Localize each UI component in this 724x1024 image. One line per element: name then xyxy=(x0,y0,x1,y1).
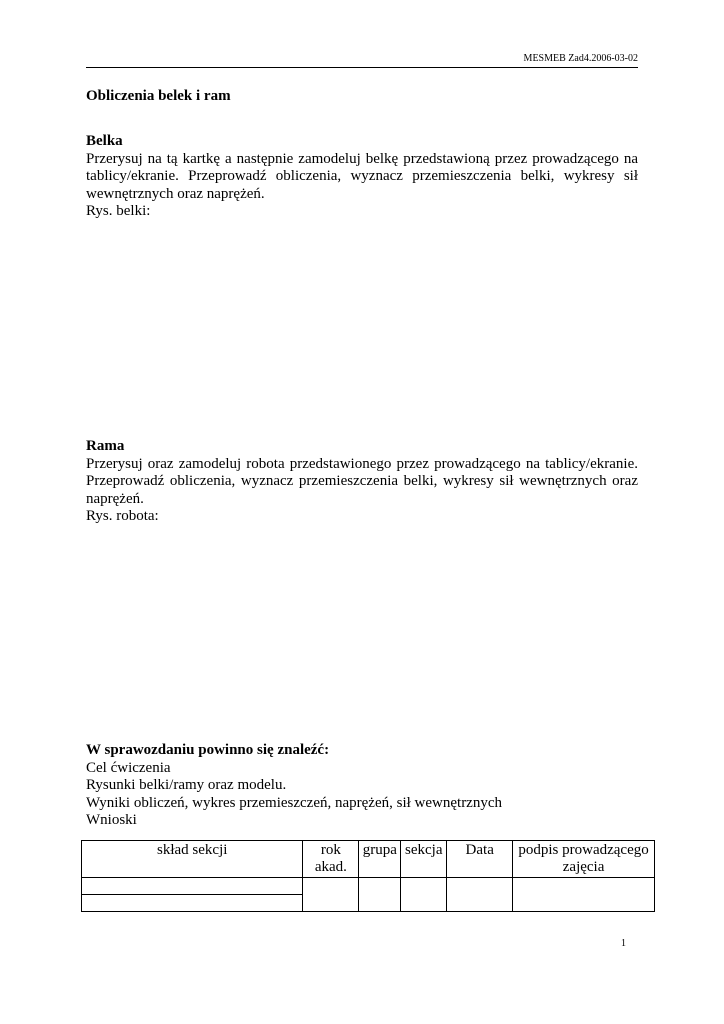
signature-table-row xyxy=(82,878,655,895)
section-cell[interactable] xyxy=(401,878,447,912)
header-grupa: grupa xyxy=(359,841,401,878)
header-data: Data xyxy=(447,841,513,878)
signature-table-header-row xyxy=(82,841,655,878)
header-divider xyxy=(86,67,638,68)
section-report-requirements xyxy=(86,742,638,830)
report-heading: W sprawozdaniu powinno się znaleźć: xyxy=(86,742,330,758)
document-code: MESMEB Zad4.2006-03-02 xyxy=(523,53,638,64)
header-rok-akad: rok akad. xyxy=(303,841,359,878)
section-rama-heading: Rama xyxy=(86,438,125,454)
group-cell[interactable] xyxy=(359,878,401,912)
signature-cell[interactable] xyxy=(513,878,655,912)
rama-figure-label: Rys. robota: xyxy=(86,508,159,524)
signature-table xyxy=(81,840,655,912)
report-item: Wyniki obliczeń, wykres przemieszczeń, naprężeń, sił wewnętrznych xyxy=(86,794,503,811)
report-items-list xyxy=(86,760,638,830)
report-item: Rysunki belki/ramy oraz modelu. xyxy=(86,777,287,793)
date-cell[interactable] xyxy=(447,878,513,912)
section-belka-heading: Belka xyxy=(86,133,123,149)
year-cell[interactable] xyxy=(303,878,359,912)
belka-figure-label: Rys. belki: xyxy=(86,203,151,219)
member-name-cell[interactable] xyxy=(82,895,303,912)
report-item: Wnioski xyxy=(86,812,137,828)
header-sklad-sekcji: skład sekcji xyxy=(82,841,303,878)
header-podpis: podpis prowadzącego zajęcia xyxy=(513,841,655,878)
section-belka-body: Przerysuj na tą kartkę a następnie zamodeluj belkę przedstawioną przez prowadzącego na tablicy/ekranie. Przeprowadź obliczenia, wyznacz przemieszczenia belki, wykresy sił wewnętrznych oraz naprężeń. xyxy=(86,150,638,202)
member-name-cell[interactable] xyxy=(82,878,303,895)
report-item: Cel ćwiczenia xyxy=(86,759,171,776)
header-sekcja: sekcja xyxy=(401,841,447,878)
section-rama xyxy=(86,438,638,526)
section-belka xyxy=(86,133,638,221)
document-title: Obliczenia belek i ram xyxy=(86,88,231,104)
page-number: 1 xyxy=(621,938,626,949)
section-rama-body: Przerysuj oraz zamodeluj robota przedstawionego przez prowadzącego na tablicy/ekranie. Przeprowadź obliczenia, wyznacz przemieszczenia belki, wykresy sił wewnętrznych oraz naprężeń. xyxy=(86,455,638,507)
